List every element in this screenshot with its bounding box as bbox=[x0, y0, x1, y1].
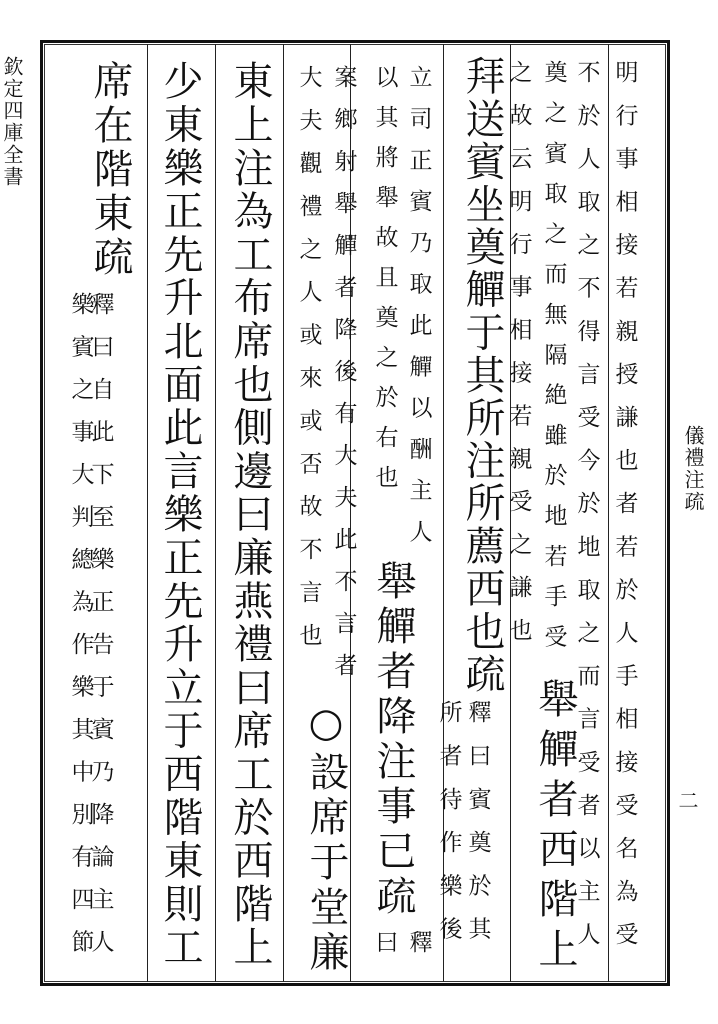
commentary-text-column: 奠之賓取之而無隔絶雖於地若手受 bbox=[540, 60, 567, 665]
main-text-column: 拜送賓坐奠觶于其所注所薦西也疏 bbox=[459, 55, 505, 696]
commentary-text-column: 釋曰賓奠於其 bbox=[464, 700, 491, 960]
main-text-column: 舉觶者西階上 bbox=[532, 678, 578, 978]
commentary-text-column: 釋 bbox=[405, 930, 432, 970]
commentary-text-column: 立司正賓乃取此觶以酬主人 bbox=[405, 65, 432, 561]
commentary-text-column: 釋曰自此下至樂正告于賓乃降論主人 bbox=[87, 292, 114, 972]
commentary-text-column: 明行事相接若親授謙也者若於人手相接受名為受 bbox=[611, 60, 638, 966]
column-rule bbox=[608, 44, 609, 982]
chapter-label: 儀禮注疏 bbox=[681, 425, 705, 513]
column-rule bbox=[283, 44, 284, 982]
commentary-text-column: 大夫觀禮之人或來或否故不言也 bbox=[295, 65, 322, 666]
main-text-column: 舉觶者降注事已疏 bbox=[370, 560, 416, 920]
column-rule bbox=[215, 44, 216, 982]
commentary-text-column: 之故云明行事相接若親受之謙也 bbox=[505, 60, 532, 661]
main-text-column: 東上注為工布席也側邊曰廉燕禮曰席工於西階上 bbox=[227, 60, 273, 970]
column-rule bbox=[147, 44, 148, 982]
commentary-text-column: 曰 bbox=[371, 930, 398, 970]
main-text-column: 少東樂正先升北面此言樂正先升立于西階東則工 bbox=[157, 60, 203, 970]
commentary-text-column: 樂賓之事大判總為作樂其中別有四節 bbox=[67, 292, 94, 972]
commentary-text-column: 案鄉射舉觶者降後有大夫此不言者 bbox=[330, 65, 357, 695]
commentary-text-column: 不於人取之不得言受今於地取之而言受者以主人 bbox=[573, 60, 600, 966]
main-text-column: 席在階東疏 bbox=[87, 60, 133, 280]
collection-label: 欽定四庫全書 bbox=[0, 56, 24, 188]
commentary-text-column: 所者待作樂後 bbox=[435, 700, 462, 960]
commentary-text-column: 以其將舉故且奠之於右也 bbox=[371, 65, 398, 505]
folio-number: 二 bbox=[675, 790, 699, 812]
main-text-column: ○設席于堂廉 bbox=[303, 700, 349, 976]
